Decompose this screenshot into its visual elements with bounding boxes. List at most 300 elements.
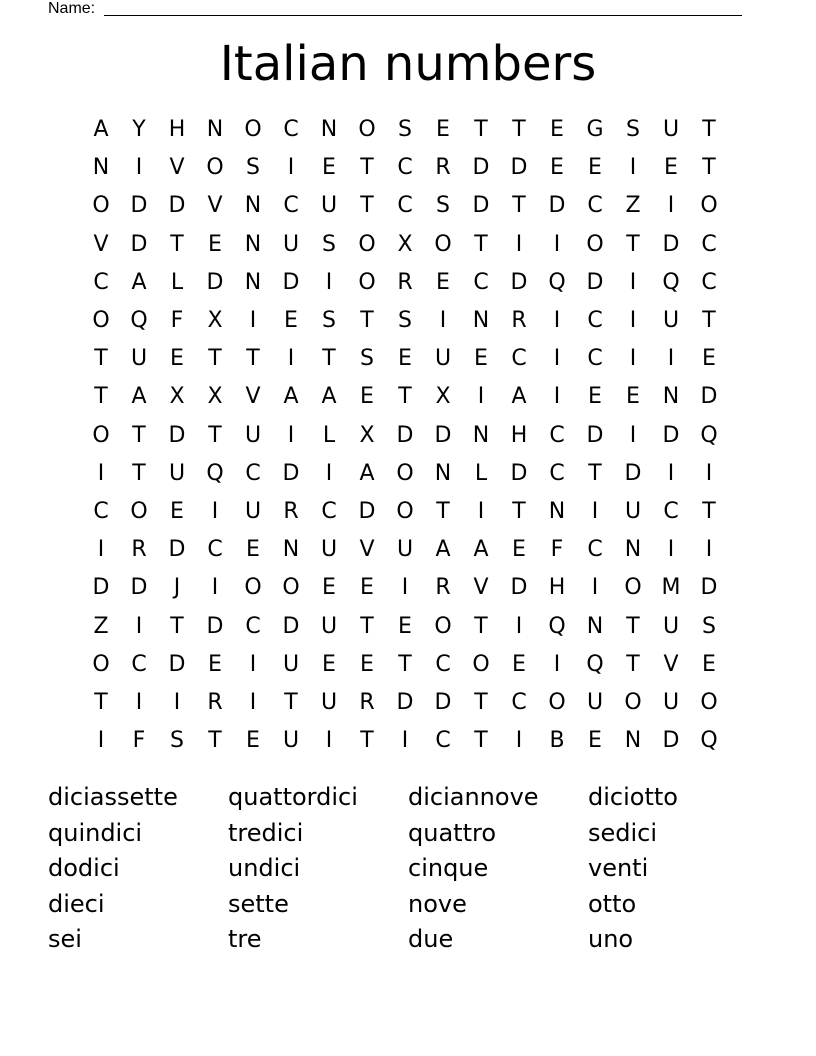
word-bank-item: quindici	[48, 818, 143, 847]
grid-letter: D	[510, 269, 528, 295]
grid-letter: I	[477, 384, 485, 410]
grid-letter: D	[510, 575, 528, 601]
grid-letter: C	[701, 269, 717, 295]
grid-letter: D	[700, 384, 718, 410]
grid-letter: T	[436, 498, 450, 524]
grid-letter: F	[170, 308, 184, 334]
grid-letter: X	[207, 384, 223, 410]
grid-letter: I	[97, 460, 105, 486]
grid-letter: T	[626, 651, 640, 677]
grid-letter: T	[474, 689, 488, 715]
grid-letter: I	[667, 193, 675, 219]
grid-letter: N	[244, 193, 262, 219]
grid-letter: R	[511, 308, 527, 334]
grid-letter: Q	[548, 613, 566, 639]
grid-letter: I	[211, 575, 219, 601]
grid-letter: R	[131, 537, 147, 563]
grid-letter: D	[434, 689, 452, 715]
grid-letter: S	[322, 308, 336, 334]
grid-letter: F	[550, 537, 564, 563]
grid-letter: N	[206, 117, 224, 143]
grid-letter: N	[472, 422, 490, 448]
grid-letter: E	[322, 575, 336, 601]
grid-letter: A	[473, 537, 489, 563]
word-bank-item: diciannove	[408, 783, 539, 811]
grid-letter: X	[207, 308, 223, 334]
grid-letter: V	[169, 155, 185, 181]
grid-letter: N	[282, 537, 300, 563]
word-bank-item: tredici	[228, 818, 304, 847]
grid-letter: N	[624, 537, 642, 563]
grid-letter: U	[396, 537, 414, 563]
grid-letter: A	[511, 384, 527, 410]
grid-letter: O	[700, 689, 718, 715]
grid-letter: I	[553, 384, 561, 410]
grid-letter: N	[624, 728, 642, 754]
word-bank-item: dodici	[48, 854, 120, 882]
grid-letter: E	[474, 346, 488, 372]
grid-letter: M	[661, 575, 681, 601]
grid-letter: I	[439, 308, 447, 334]
grid-letter: I	[135, 155, 143, 181]
grid-letter: T	[702, 155, 716, 181]
grid-row	[82, 302, 728, 340]
grid-letter: D	[472, 155, 490, 181]
grid-letter: S	[322, 231, 336, 257]
name-underline[interactable]	[104, 15, 742, 16]
grid-letter: U	[282, 728, 300, 754]
grid-letter: U	[624, 498, 642, 524]
grid-letter: I	[287, 422, 295, 448]
grid-letter: T	[702, 498, 716, 524]
grid-letter: I	[629, 422, 637, 448]
grid-letter: I	[325, 728, 333, 754]
grid-letter: C	[435, 728, 451, 754]
grid-letter: T	[132, 422, 146, 448]
grid-letter: L	[474, 460, 488, 486]
grid-letter: U	[320, 613, 338, 639]
grid-letter: D	[548, 193, 566, 219]
grid-letter: E	[436, 269, 450, 295]
grid-letter: A	[321, 384, 337, 410]
grid-letter: Z	[93, 613, 109, 639]
grid-letter: E	[398, 613, 412, 639]
grid-letter: V	[473, 575, 489, 601]
grid-letter: B	[549, 728, 565, 754]
grid-letter: I	[629, 346, 637, 372]
grid-letter: T	[208, 422, 222, 448]
grid-letter: U	[282, 651, 300, 677]
grid-letter: T	[94, 384, 108, 410]
grid-letter: E	[322, 155, 336, 181]
grid-letter: T	[626, 231, 640, 257]
grid-letter: O	[130, 498, 148, 524]
grid-letter: C	[245, 460, 261, 486]
grid-letter: V	[207, 193, 223, 219]
grid-letter: I	[401, 728, 409, 754]
grid-letter: I	[287, 346, 295, 372]
grid-letter: E	[512, 537, 526, 563]
grid-letter: I	[667, 537, 675, 563]
grid-letter: D	[130, 575, 148, 601]
grid-letter: O	[548, 689, 566, 715]
grid-letter: I	[515, 613, 523, 639]
grid-letter: D	[282, 460, 300, 486]
grid-letter: I	[705, 537, 713, 563]
grid-letter: O	[244, 117, 262, 143]
grid-letter: I	[553, 346, 561, 372]
grid-letter: T	[246, 346, 260, 372]
grid-letter: E	[360, 384, 374, 410]
word-bank-item: uno	[588, 925, 634, 953]
grid-letter: C	[207, 537, 223, 563]
grid-letter: N	[244, 231, 262, 257]
grid-letter: C	[473, 269, 489, 295]
grid-letter: U	[244, 498, 262, 524]
grid-letter: D	[434, 422, 452, 448]
grid-letter: I	[591, 575, 599, 601]
word-bank-item: quattro	[408, 818, 496, 847]
grid-row	[82, 493, 728, 531]
grid-letter: O	[358, 117, 376, 143]
grid-row	[82, 187, 728, 225]
grid-row	[82, 722, 728, 760]
grid-letter: A	[283, 384, 299, 410]
grid-letter: O	[586, 231, 604, 257]
letter-grid	[82, 111, 728, 760]
grid-letter: I	[249, 689, 257, 715]
grid-letter: S	[626, 117, 640, 143]
grid-letter: I	[515, 231, 523, 257]
grid-letter: C	[93, 269, 109, 295]
grid-row	[82, 646, 728, 684]
grid-letter: H	[510, 422, 528, 448]
grid-letter: D	[662, 422, 680, 448]
grid-letter: I	[401, 575, 409, 601]
grid-row	[82, 340, 728, 378]
grid-letter: O	[472, 651, 490, 677]
grid-letter: G	[586, 117, 604, 143]
grid-letter: O	[624, 689, 642, 715]
word-bank-item: venti	[588, 854, 649, 882]
grid-letter: T	[398, 651, 412, 677]
grid-letter: I	[629, 308, 637, 334]
grid-letter: R	[283, 498, 299, 524]
grid-letter: I	[173, 689, 181, 715]
grid-letter: D	[624, 460, 642, 486]
grid-letter: T	[512, 117, 526, 143]
word-bank-item: otto	[588, 889, 637, 918]
grid-letter: Q	[206, 460, 224, 486]
grid-letter: C	[587, 537, 603, 563]
grid-letter: T	[360, 155, 374, 181]
grid-letter: O	[624, 575, 642, 601]
grid-letter: X	[435, 384, 451, 410]
grid-letter: U	[130, 346, 148, 372]
grid-letter: S	[170, 728, 184, 754]
grid-letter: S	[246, 155, 260, 181]
grid-letter: O	[206, 155, 224, 181]
grid-letter: O	[92, 651, 110, 677]
grid-letter: I	[477, 498, 485, 524]
grid-letter: T	[702, 308, 716, 334]
grid-letter: I	[97, 537, 105, 563]
grid-letter: D	[168, 422, 186, 448]
grid-letter: L	[170, 269, 184, 295]
grid-letter: I	[629, 269, 637, 295]
word-bank-item: diciassette	[48, 783, 178, 811]
grid-letter: E	[436, 117, 450, 143]
grid-letter: H	[168, 117, 186, 143]
grid-letter: O	[358, 269, 376, 295]
grid-letter: N	[472, 308, 490, 334]
grid-letter: O	[282, 575, 300, 601]
grid-letter: E	[550, 117, 564, 143]
grid-letter: S	[360, 346, 374, 372]
grid-letter: Q	[548, 269, 566, 295]
grid-letter: S	[398, 308, 412, 334]
grid-letter: A	[359, 460, 375, 486]
grid-letter: T	[284, 689, 298, 715]
grid-letter: C	[701, 231, 717, 257]
grid-letter: N	[586, 613, 604, 639]
grid-letter: T	[360, 728, 374, 754]
grid-letter: C	[587, 308, 603, 334]
grid-letter: E	[588, 728, 602, 754]
grid-letter: D	[206, 613, 224, 639]
grid-letter: E	[170, 498, 184, 524]
word-bank-item: quattordici	[228, 783, 358, 811]
grid-letter: T	[170, 231, 184, 257]
grid-letter: T	[512, 498, 526, 524]
grid-letter: D	[206, 269, 224, 295]
grid-letter: I	[249, 308, 257, 334]
grid-letter: X	[397, 231, 413, 257]
grid-letter: F	[132, 728, 146, 754]
grid-letter: C	[283, 193, 299, 219]
grid-letter: E	[512, 651, 526, 677]
name-field[interactable]	[48, 0, 742, 20]
grid-letter: R	[207, 689, 223, 715]
grid-letter: C	[663, 498, 679, 524]
grid-row	[82, 378, 728, 416]
grid-letter: N	[92, 155, 110, 181]
grid-letter: O	[92, 193, 110, 219]
grid-letter: J	[173, 575, 181, 601]
grid-letter: T	[398, 384, 412, 410]
grid-letter: D	[282, 613, 300, 639]
grid-letter: N	[320, 117, 338, 143]
grid-letter: E	[246, 537, 260, 563]
word-bank-item: dieci	[48, 889, 105, 918]
grid-letter: U	[168, 460, 186, 486]
grid-letter: U	[662, 117, 680, 143]
grid-letter: I	[667, 460, 675, 486]
word-bank-item: cinque	[408, 854, 489, 882]
grid-letter: D	[396, 689, 414, 715]
word-bank-item: due	[408, 925, 454, 953]
grid-row	[82, 455, 728, 493]
grid-letter: O	[700, 193, 718, 219]
grid-letter: D	[662, 231, 680, 257]
grid-letter: O	[396, 498, 414, 524]
grid-letter: C	[587, 346, 603, 372]
grid-letter: D	[700, 575, 718, 601]
grid-letter: T	[474, 231, 488, 257]
grid-letter: D	[168, 537, 186, 563]
grid-letter: Y	[132, 117, 146, 143]
grid-letter: N	[662, 384, 680, 410]
grid-letter: I	[553, 651, 561, 677]
grid-letter: D	[92, 575, 110, 601]
grid-letter: X	[169, 384, 185, 410]
grid-letter: D	[130, 231, 148, 257]
grid-letter: N	[244, 269, 262, 295]
grid-letter: E	[702, 651, 716, 677]
grid-letter: O	[244, 575, 262, 601]
grid-letter: T	[588, 460, 602, 486]
grid-letter: D	[130, 193, 148, 219]
grid-letter: U	[320, 537, 338, 563]
grid-letter: U	[282, 231, 300, 257]
grid-letter: I	[705, 460, 713, 486]
grid-letter: C	[131, 651, 147, 677]
grid-row	[82, 149, 728, 187]
grid-letter: E	[550, 155, 564, 181]
grid-letter: A	[131, 269, 147, 295]
grid-letter: U	[320, 193, 338, 219]
grid-letter: D	[662, 728, 680, 754]
grid-letter: E	[322, 651, 336, 677]
grid-letter: C	[549, 422, 565, 448]
grid-letter: U	[662, 613, 680, 639]
grid-letter: E	[702, 346, 716, 372]
grid-letter: Q	[700, 422, 718, 448]
grid-letter: Q	[130, 308, 148, 334]
grid-letter: E	[588, 384, 602, 410]
grid-letter: T	[702, 117, 716, 143]
grid-letter: R	[397, 269, 413, 295]
grid-letter: C	[397, 193, 413, 219]
grid-letter: T	[360, 613, 374, 639]
grid-row	[82, 684, 728, 722]
grid-row	[82, 264, 728, 302]
grid-letter: E	[284, 308, 298, 334]
grid-letter: R	[435, 155, 451, 181]
grid-letter: L	[322, 422, 336, 448]
grid-letter: D	[472, 193, 490, 219]
grid-letter: I	[249, 651, 257, 677]
grid-letter: E	[626, 384, 640, 410]
grid-letter: D	[168, 193, 186, 219]
grid-letter: E	[360, 651, 374, 677]
grid-letter: T	[474, 728, 488, 754]
grid-letter: T	[132, 460, 146, 486]
grid-letter: Q	[662, 269, 680, 295]
word-bank	[48, 780, 768, 958]
grid-letter: D	[510, 460, 528, 486]
grid-row	[82, 111, 728, 149]
grid-letter: V	[663, 651, 679, 677]
grid-letter: I	[135, 689, 143, 715]
grid-letter: I	[325, 460, 333, 486]
grid-letter: S	[436, 193, 450, 219]
grid-row	[82, 531, 728, 569]
grid-letter: C	[245, 613, 261, 639]
grid-letter: O	[396, 460, 414, 486]
grid-letter: E	[246, 728, 260, 754]
grid-letter: I	[325, 269, 333, 295]
grid-letter: I	[515, 728, 523, 754]
grid-letter: H	[548, 575, 566, 601]
grid-letter: V	[245, 384, 261, 410]
grid-letter: D	[168, 651, 186, 677]
grid-letter: S	[398, 117, 412, 143]
grid-letter: T	[512, 193, 526, 219]
grid-row	[82, 607, 728, 645]
grid-letter: D	[282, 269, 300, 295]
grid-letter: C	[549, 460, 565, 486]
grid-letter: O	[434, 613, 452, 639]
grid-letter: N	[548, 498, 566, 524]
grid-letter: E	[360, 575, 374, 601]
grid-letter: O	[434, 231, 452, 257]
grid-letter: T	[208, 728, 222, 754]
grid-letter: Q	[700, 728, 718, 754]
grid-letter: E	[398, 346, 412, 372]
grid-letter: I	[211, 498, 219, 524]
word-bank-item: sette	[228, 889, 289, 918]
grid-letter: A	[93, 117, 109, 143]
grid-letter: E	[170, 346, 184, 372]
grid-letter: D	[358, 498, 376, 524]
grid-letter: D	[396, 422, 414, 448]
grid-letter: T	[474, 613, 488, 639]
grid-letter: T	[94, 689, 108, 715]
grid-letter: Z	[625, 193, 641, 219]
grid-letter: U	[434, 346, 452, 372]
word-bank-item: undici	[228, 854, 301, 882]
word-bank-item: nove	[408, 889, 467, 918]
grid-letter: E	[208, 651, 222, 677]
grid-letter: C	[397, 155, 413, 181]
grid-letter: I	[667, 346, 675, 372]
grid-letter: I	[629, 155, 637, 181]
grid-letter: X	[359, 422, 375, 448]
grid-letter: U	[244, 422, 262, 448]
word-bank-item: sei	[48, 925, 82, 953]
grid-letter: C	[587, 193, 603, 219]
grid-row	[82, 226, 728, 264]
grid-letter: T	[170, 613, 184, 639]
grid-letter: I	[135, 613, 143, 639]
grid-letter: U	[320, 689, 338, 715]
grid-letter: T	[474, 117, 488, 143]
grid-letter: R	[435, 575, 451, 601]
grid-letter: D	[586, 422, 604, 448]
page-title: Italian numbers	[219, 36, 597, 92]
grid-letter: C	[435, 651, 451, 677]
grid-letter: C	[93, 498, 109, 524]
grid-letter: Q	[586, 651, 604, 677]
grid-letter: E	[588, 155, 602, 181]
grid-letter: U	[586, 689, 604, 715]
grid-letter: D	[510, 155, 528, 181]
name-label: Name:	[48, 0, 96, 17]
grid-letter: A	[131, 384, 147, 410]
grid-letter: U	[662, 308, 680, 334]
grid-letter: V	[359, 537, 375, 563]
